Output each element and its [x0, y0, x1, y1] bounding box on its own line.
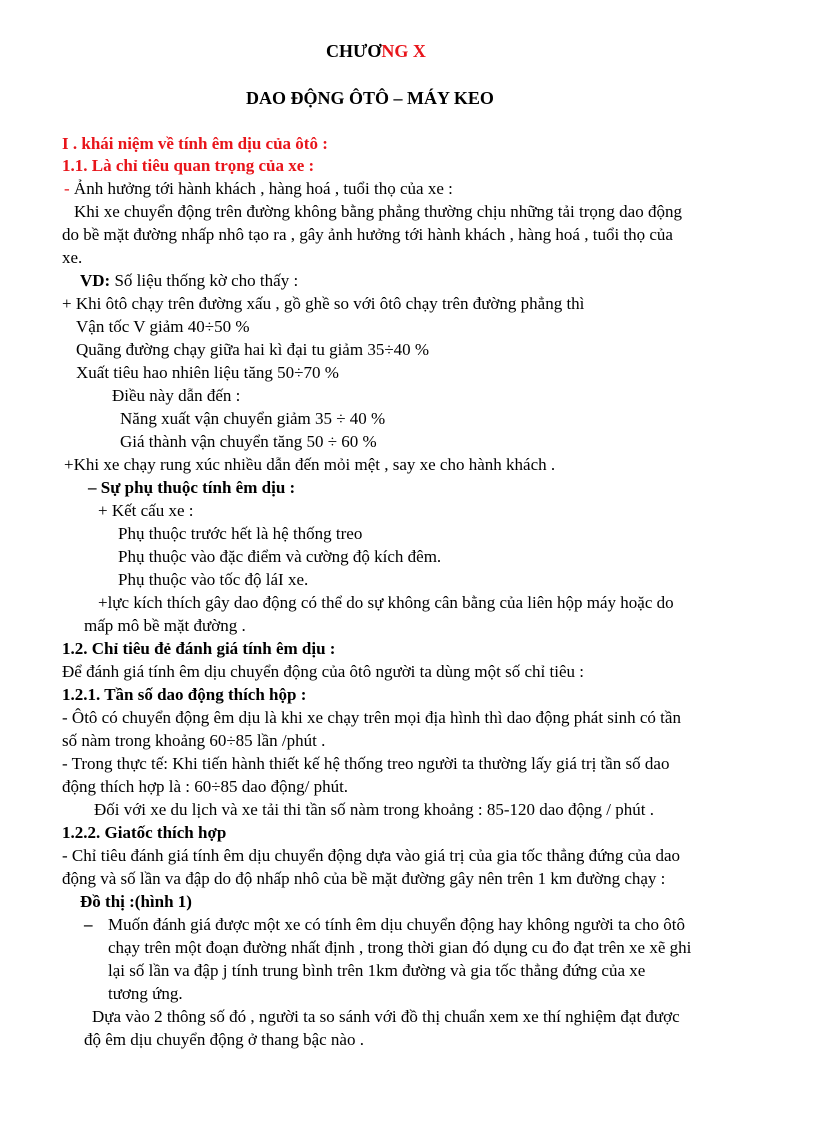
text-line: + Khi ôtô chạy trên đường xấu , gồ ghề so với ôtô chạy trên đường phẳng thì [62, 294, 585, 313]
text-line: - Trong thực tế: Khi tiến hành thiết kế hệ thống treo người ta thường lấy giá trị tần số dao [62, 754, 670, 773]
text-line: +lực kích thích gây dao động có thể do sự không cân bằng của liên hộp máy hoặc do [98, 593, 674, 612]
text-line: - Ôtô có chuyển động êm dịu là khi xe chạy trên mọi địa hình thì dao động phát sinh có tần [62, 708, 681, 727]
text-line: Để đánh giá tính êm dịu chuyển động của ôtô người ta dùng một số chỉ tiêu : [62, 662, 584, 681]
chapter-title: CHƯƠNG X [326, 41, 426, 61]
text-line: Năng xuất vận chuyển giảm 35 ÷ 40 % [120, 409, 386, 428]
text-line: + Kết cấu xe : [98, 501, 194, 520]
text-line: Khi xe chuyển động trên đường không bằng phẳng thường chịu những tải trọng dao động [74, 202, 682, 221]
text-line: VD: Số liệu thống kờ cho thấy : [80, 271, 299, 290]
text-line: Phụ thuộc vào đặc điểm và cường độ kích đêm. [118, 547, 442, 566]
text-line: số nàm trong khoảng 60÷85 lần /phút . [62, 731, 326, 750]
text-line: Phụ thuộc vào tốc độ láI xe. [118, 570, 309, 589]
section-heading-1-2-1: 1.2.1. Tần số dao động thích hộp : [62, 685, 307, 704]
subheading-dependency: – Sự phụ thuộc tính êm dịu : [88, 478, 296, 497]
section-heading-1-2: 1.2. Chỉ tiêu đẻ đánh giá tính êm dịu : [62, 639, 336, 658]
text-line: Điều này dẫn đến : [112, 386, 241, 405]
text-line: mấp mô bề mặt đường . [84, 616, 246, 635]
text-line: - Ảnh hưởng tới hành khách , hàng hoá , tuổi thọ của xe : [64, 179, 453, 198]
text-line: Muốn đánh giá được một xe có tính êm dịu chuyển động hay không người ta cho ôtô [108, 915, 686, 934]
text-line: độ êm dịu chuyển động ở thang bậc nào . [84, 1030, 364, 1049]
text-line: Xuất tiêu hao nhiên liệu tăng 50÷70 % [76, 363, 339, 382]
text-line: +Khi xe chạy rung xúc nhiều dẫn đến mỏi mệt , say xe cho hành khách . [64, 455, 556, 474]
text-line: Phụ thuộc trước hết là hệ thống treo [118, 524, 363, 543]
text-line: động và số lần va đập do độ nhấp nhô của bề mặt đường gây nên trên 1 km đường chạy : [62, 869, 666, 888]
text-line: tương ứng. [108, 984, 183, 1003]
section-heading-1-1: 1.1. Là chỉ tiêu quan trọng của xe : [62, 156, 315, 175]
text-line: Giá thành vận chuyển tăng 50 ÷ 60 % [120, 432, 377, 451]
text-line: do bề mặt đường nhấp nhô tạo ra , gây ảnh hưởng tới hành khách , hàng hoá , tuổi thọ của [62, 225, 673, 244]
figure-reference: Đồ thị :(hình 1) [80, 892, 192, 911]
section-heading-1: I . khái niệm về tính êm dịu của ôtô : [62, 134, 328, 153]
list-bullet: – [84, 915, 93, 934]
text-line: xe. [62, 248, 83, 267]
text-line: Vận tốc V giảm 40÷50 % [76, 317, 250, 336]
text-line: động thích hợp là : 60÷85 dao động/ phút. [62, 777, 349, 796]
text-line: Đối với xe du lịch và xe tải thi tần số nàm trong khoảng : 85-120 dao động / phút . [94, 800, 654, 819]
text-line: lại số lần va đập j tính trung bình trên 1km đường và gia tốc thẳng đứng của xe [108, 961, 646, 980]
text-line: Quãng đường chạy giữa hai kì đại tu giảm 35÷40 % [76, 340, 430, 359]
document-subtitle: DAO ĐỘNG ÔTÔ – MÁY KEO [246, 88, 494, 108]
text-line: - Chỉ tiêu đánh giá tính êm dịu chuyển động dựa vào giá trị của gia tốc thẳng đứng của dao [62, 846, 680, 865]
text-line: chạy trên một đoạn đường nhất định , trong thời gian đó dụng cu đo đạt trên xe xẽ ghi [108, 938, 692, 957]
section-heading-1-2-2: 1.2.2. Giatốc thích hợp [62, 823, 227, 842]
text-line: Dựa vào 2 thông số đó , người ta so sánh với đồ thị chuẩn xem xe thí nghiệm đạt được [92, 1007, 680, 1026]
